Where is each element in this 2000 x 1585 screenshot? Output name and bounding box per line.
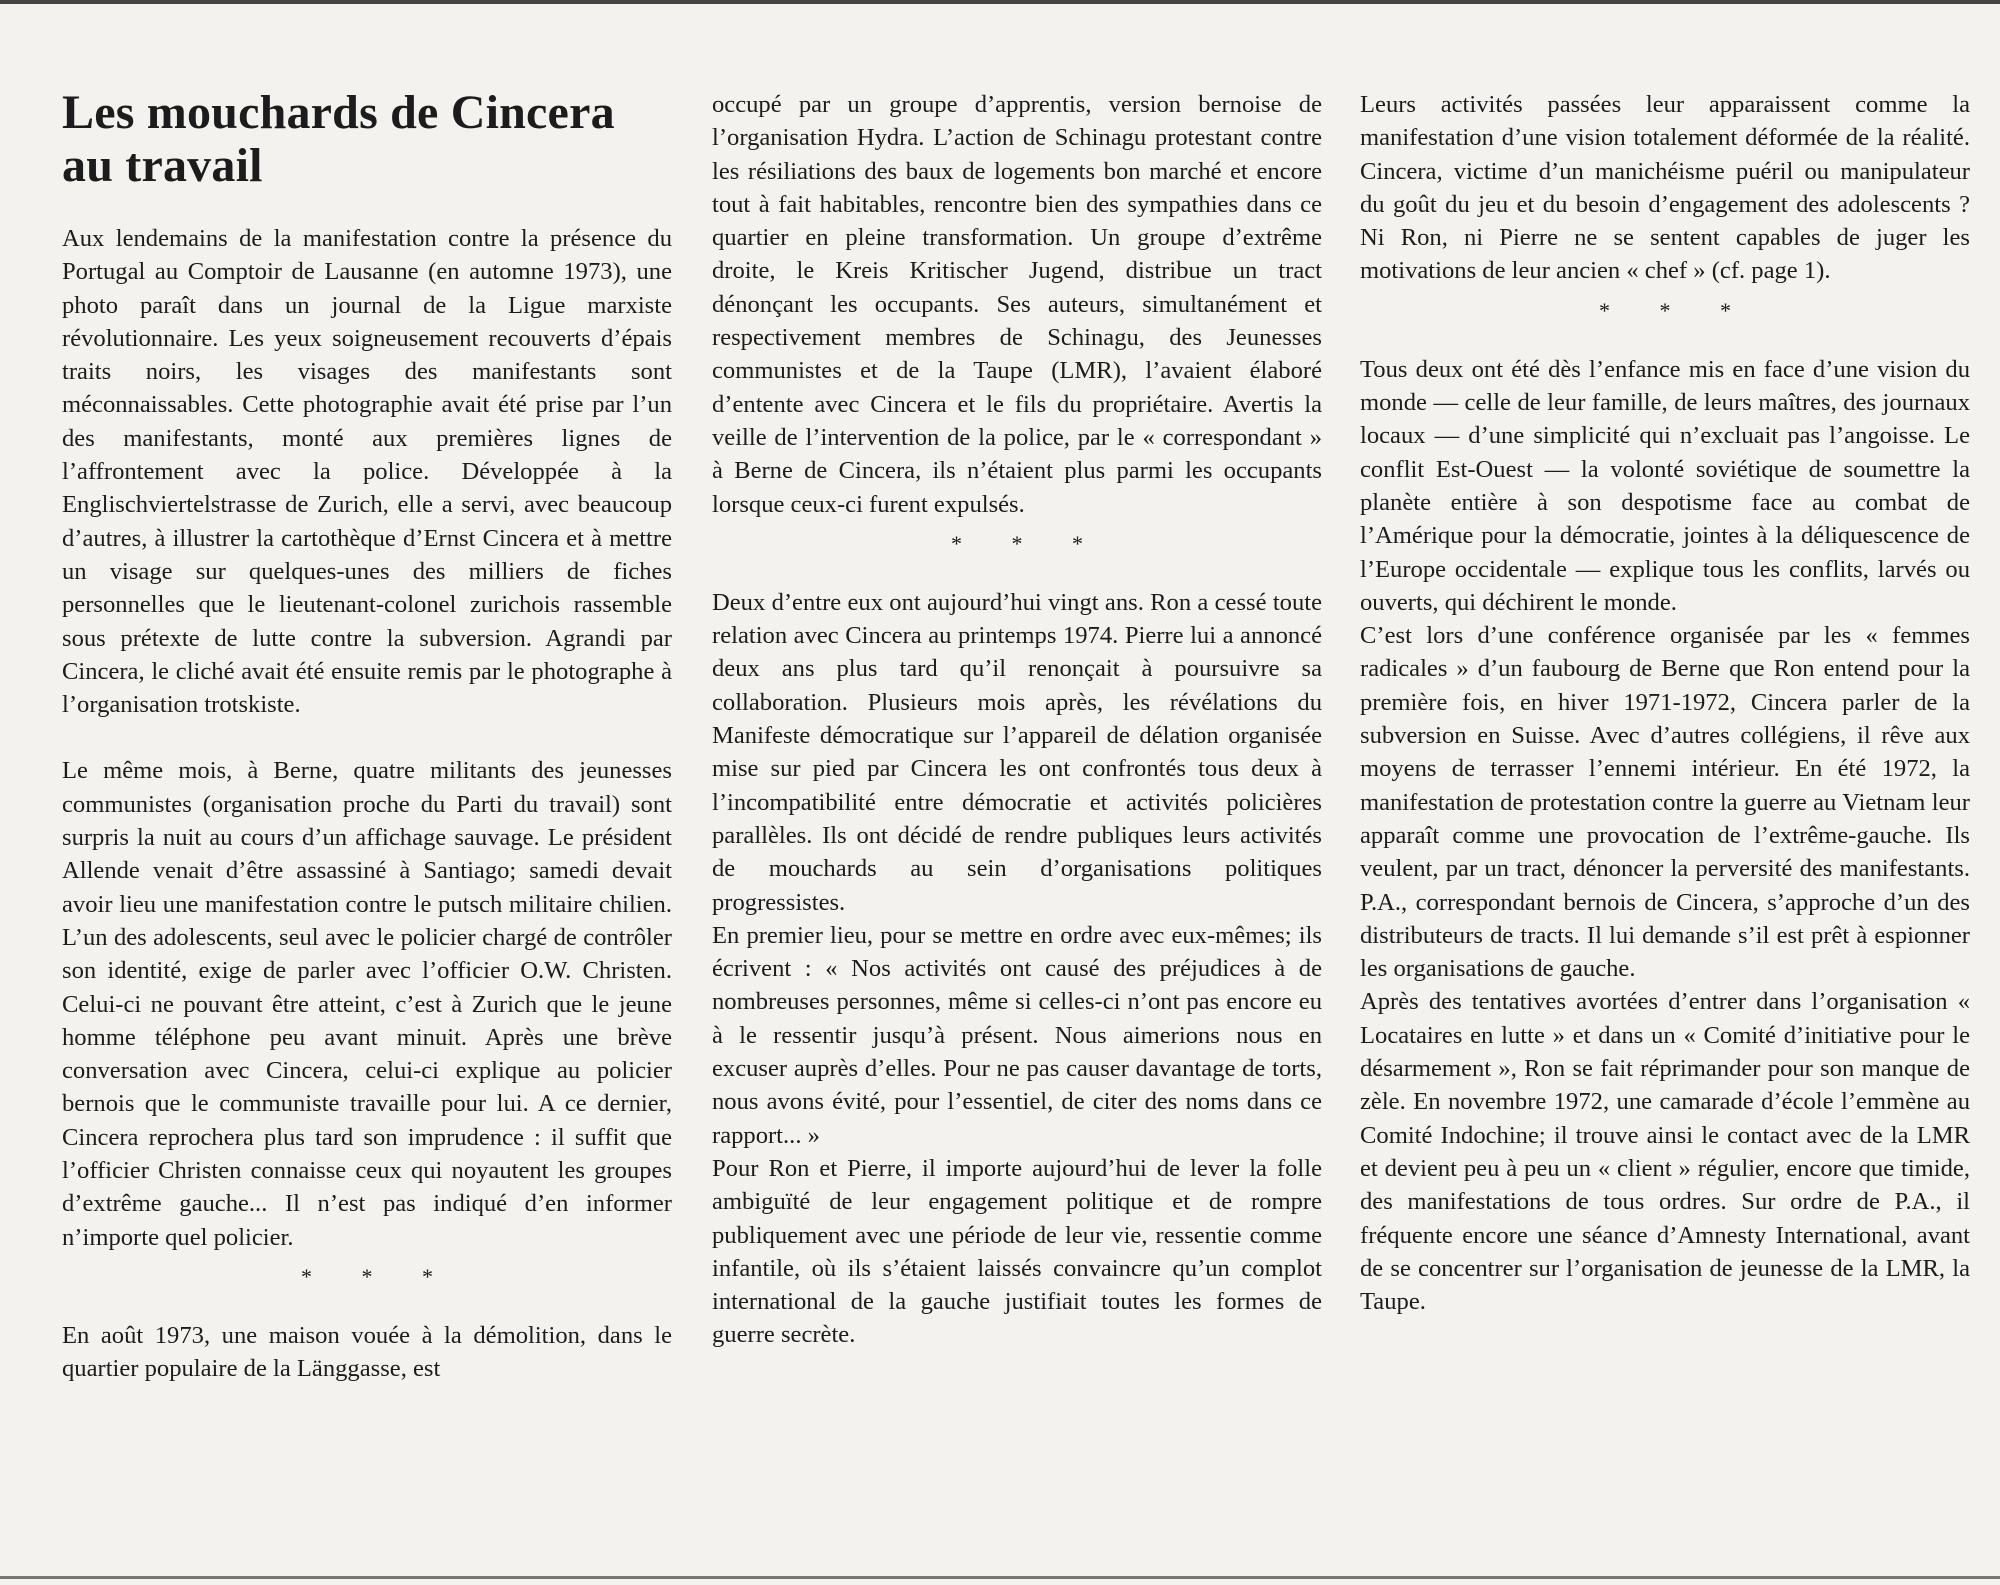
section-separator: * * * bbox=[951, 530, 1105, 556]
column-1 bbox=[62, 86, 672, 1386]
top-border-rule bbox=[0, 0, 2000, 4]
article-title: Les mouchards de Cincera au travail bbox=[62, 86, 615, 192]
paragraph: Pour Ron et Pierre, il importe aujourd’hui de lever la folle ambiguïté de leur engagement politique et de rompre publiquement avec une période de leur vie, ressentie comme infantile, où ils s’étaient laissés convaincre qu’un complot international de la gauche justifiait toutes les formes de guerre secrète. bbox=[712, 1154, 1322, 1349]
section-separator: * * * bbox=[301, 1263, 455, 1289]
paragraph: Aux lendemains de la manifestation contre la présence du Portugal au Comptoir de Lausanne (en automne 1973), une photo paraît dans un journal de la Ligue marxiste révolutionnaire. Les yeux soigneusement recouverts d’épais traits noirs, les visages des manifestants sont méconnaissables. Cette photographie avait été prise par l’un des manifestants, monté aux premières lignes de l’affrontement avec la police. Développée à la Englischviertelstrasse de Zurich, elle a servi, avec beaucoup d’autres, à illustrer la cartothèque d’Ernst Cincera et à mettre un visage sur quelques-unes des milliers de fiches personnelles que le lieutenant-colonel zurichois rassemble sous prétexte de lutte contre la subversion. Agrandi par Cincera, le cliché avait été ensuite remis par le photographe à l’organisation trotskiste. bbox=[62, 225, 672, 719]
paragraph: En premier lieu, pour se mettre en ordre avec eux-mêmes; ils écrivent : « Nos activités ont causé des préjudices à de nombreuses personnes, même si celles-ci n’ont pas encore eu à le ressentir jusqu’à présent. Nous aimerions nous en excuser auprès d’elles. Pour ne pas causer davantage de torts, nous avons évité, pour l’essentiel, de citer des noms dans ce rapport... » bbox=[712, 921, 1322, 1149]
section-separator: * * * bbox=[1599, 297, 1753, 323]
paragraph: Tous deux ont été dès l’enfance mis en face d’une vision du monde — celle de leur famille, de leurs maîtres, des journaux locaux — d’une simplicité qui n’excluait pas l’angoisse. Le conflit Est-Ouest — la volonté soviétique de soumettre la planète entière à son despotisme face au combat de l’Amérique pour la démocratie, jointes à la déliquescence de l’Europe occidentale — explique tous les conflits, larvés ou ouverts, qui déchirent le monde. bbox=[1360, 355, 1970, 616]
column-3 bbox=[1360, 88, 1970, 1318]
paragraph: Après des tentatives avortées d’entrer dans l’organisation « Locataires en lutte » et dans un « Comité d’initiative pour le désarmement », Ron se fait réprimander pour son manque de zèle. En novembre 1972, une camarade d’école l’emmène au Comité Indochine; il trouve ainsi le contact avec de la LMR et devient peu à peu un « client » régulier, encore que timide, des manifestations de tous ordres. Sur ordre de P.A., il fréquente encore une séance d’Amnesty International, avant de se concentrer sur l’organisation de jeunesse de la LMR, la Taupe. bbox=[1360, 988, 1970, 1316]
paragraph: occupé par un groupe d’apprentis, version bernoise de l’organisation Hydra. L’action de Schinagu protestant contre les résiliations des baux de logements bon marché et encore tout à fait habitables, rencontre bien des sympathies dans ce quartier en pleine transformation. Un groupe d’extrême droite, le Kreis Kritischer Jugend, distribue un tract dénonçant les occupants. Ses auteurs, simultanément et respectivement membres de Schinagu, des Jeunesses communistes et de la Taupe (LMR), l’avaient élaboré d’entente avec Cincera et le fils du propriétaire. Avertis la veille de l’intervention de la police, par le « correspondant » à Berne de Cincera, ils n’étaient plus parmi les occupants lorsque ceux-ci furent expulsés. bbox=[712, 91, 1322, 518]
bottom-border-rule bbox=[0, 1576, 2000, 1579]
paragraph: Deux d’entre eux ont aujourd’hui vingt ans. Ron a cessé toute relation avec Cincera au printemps 1974. Pierre lui a annoncé deux ans plus tard qu’il renonçait à poursuivre sa collaboration. Plusieurs mois après, les révélations du Manifeste démocratique sur l’appareil de délation organisée mise sur pied par Cincera les ont confrontés tous deux à l’incompatibilité entre démocratie et activités policières parallèles. Ils ont décidé de rendre publiques leurs activités de mouchards au sein d’organisations politiques progressistes. bbox=[712, 588, 1322, 916]
paragraph: En août 1973, une maison vouée à la démolition, dans le quartier populaire de la Länggasse, est bbox=[62, 1321, 672, 1383]
column-2 bbox=[712, 88, 1322, 1352]
paragraph: Le même mois, à Berne, quatre militants des jeunesses communistes (organisation proche du Parti du travail) sont surpris la nuit au cours d’un affichage sauvage. Le président Allende venait d’être assassiné à Santiago; samedi devait avoir lieu une manifestation contre le putsch militaire chilien. L’un des adolescents, seul avec le policier chargé de contrôler son identité, exige de parler avec l’officier O.W. Christen. Celui-ci ne pouvant être atteint, c’est à Zurich que le jeune homme téléphone peu avant minuit. Après une brève conversation avec Cincera, celui-ci explique au policier bernois que le communiste travaille pour lui. A ce dernier, Cincera reprochera plus tard son imprudence : il suffit que l’officier Christen connaisse ceux qui noyautent les groupes d’extrême gauche... Il n’est pas indiqué d’en informer n’importe quel policier. bbox=[62, 757, 672, 1251]
paragraph: Leurs activités passées leur apparaissent comme la manifestation d’une vision totalement déformée de la réalité. Cincera, victime d’un manichéisme puéril ou manipulateur du goût du jeu et du besoin d’engagement des adolescents ? Ni Ron, ni Pierre ne se sentent capables de juger les motivations de leur ancien « chef » (cf. page 1). bbox=[1360, 91, 1970, 285]
paragraph: C’est lors d’une conférence organisée par les « femmes radicales » d’un faubourg de Berne que Ron entend pour la première fois, en hiver 1971-1972, Cincera parler de la subversion en Suisse. Avec d’autres collégiens, il rêve aux moyens de terrasser l’ennemi intérieur. En été 1972, la manifestation de protestation contre la guerre au Vietnam leur apparaît comme une provocation de l’extrême-gauche. Ils veulent, par un tract, dénoncer la perversité des manifestants. P.A., correspondant bernois de Cincera, s’approche d’un des distributeurs de tracts. Il lui demande s’il est prêt à espionner les organisations de gauche. bbox=[1360, 622, 1970, 983]
